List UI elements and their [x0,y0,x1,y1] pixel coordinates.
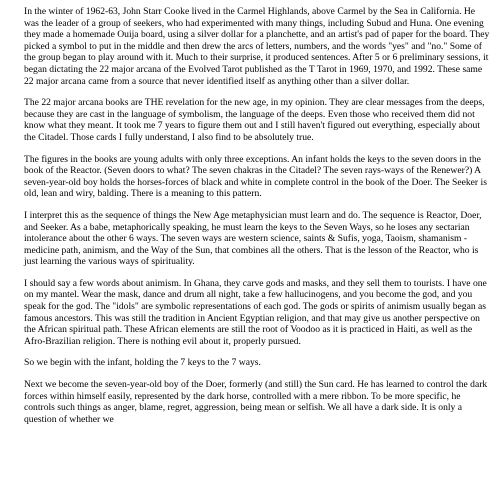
document-page [24,6,490,425]
paragraph-3: The figures in the books are young adults with only three exceptions. An infant holds the keys to the seven doors in the book of the Reactor. (Seven doors to what? The seven chakras in the Citadel? The seven rays-ways of the Renewer?) A seven-year-old boy holds the horses-forces of black and white in complete control in the book of the Doer. The Seeker is old, lean and wiry, balding. There is a meaning to this pattern. [24,153,487,200]
paragraph-4: I interpret this as the sequence of things the New Age metaphysician must learn and do. The sequence is Reactor, Doer, and Seeker. As a babe, metaphorically speaking, he must learn the keys to the Seven Ways, so he loses any sectarian intolerance about the other 6 ways. The seven ways are western science, saints & Sufis, yoga, Taoism, shamanism - medicine path, animism, and the Way of the Sun, that combines all the others. That is the lesson of the Reactor, who is just learning the various ways of spirituality. [24,209,482,268]
paragraph-7: Next we become the seven-year-old boy of the Doer, formerly (and still) the Sun card. He has learned to control the dark forces within himself easily, represented by the dark horse, controlled with a mere ribbon. To be more specific, he controls such things as anger, blame, regret, aggression, being mean or selfish. We all have a dark side. It is only a question of whether we [24,379,488,425]
paragraph-2: The 22 major arcana books are THE revelation for the new age, in my opinion. They are clear messages from the deeps, because they are cast in the language of symbolism, the language of the deeps. Even those who received them did not know what they meant. It took me 7 years to figure them out and I still haven't figured out everything, especially about the Citadel. Those cards I fully understand, I also find to be absolutely true. [24,97,485,143]
paragraph-6: So we begin with the infant, holding the 7 keys to the 7 ways. [24,357,261,369]
paragraph-5: I should say a few words about animism. In Ghana, they carve gods and masks, and they sell them to tourists. I have one on my mantel. Wear the mask, dance and drum all night, take a few hallucinogens, and you become the god, and you speak for the god. The "idols" are symbolic representations of each god. The gods or spirits of animism usually began as famous ancestors. This was still the tradition in Ancient Egyptian religion, and that may give us another perspective on the African spiritual path. These African elements are still the root of Voodoo as it is practiced in Haiti, as well as the Afro-Brazilian religion. There is nothing evil about it, properly pursued. [24,277,487,347]
paragraph-1: In the winter of 1962-63, John Starr Cooke lived in the Carmel Highlands, above Carmel by the Sea in California. He was the leader of a group of seekers, who had experimented with many things, including Subud and Huna. One evening they made a homemade Ouija board, using a silver dollar for a planchette, and an artist's pad of paper for the board. They picked a symbol to put in the middle and then drew the arcs of letters, numbers, and the words "yes" and "no." Some of the group began to play around with it. Much to their surprise, it produced sentences. After 5 or 6 preliminary sessions, it began dictating the 22 major arcana of the Evolved Tarot published as the T Tarot in 1969, 1970, and 1992. These same 22 major arcana came from a source that never identified itself as anything other than a silver dollar. [24,6,490,87]
